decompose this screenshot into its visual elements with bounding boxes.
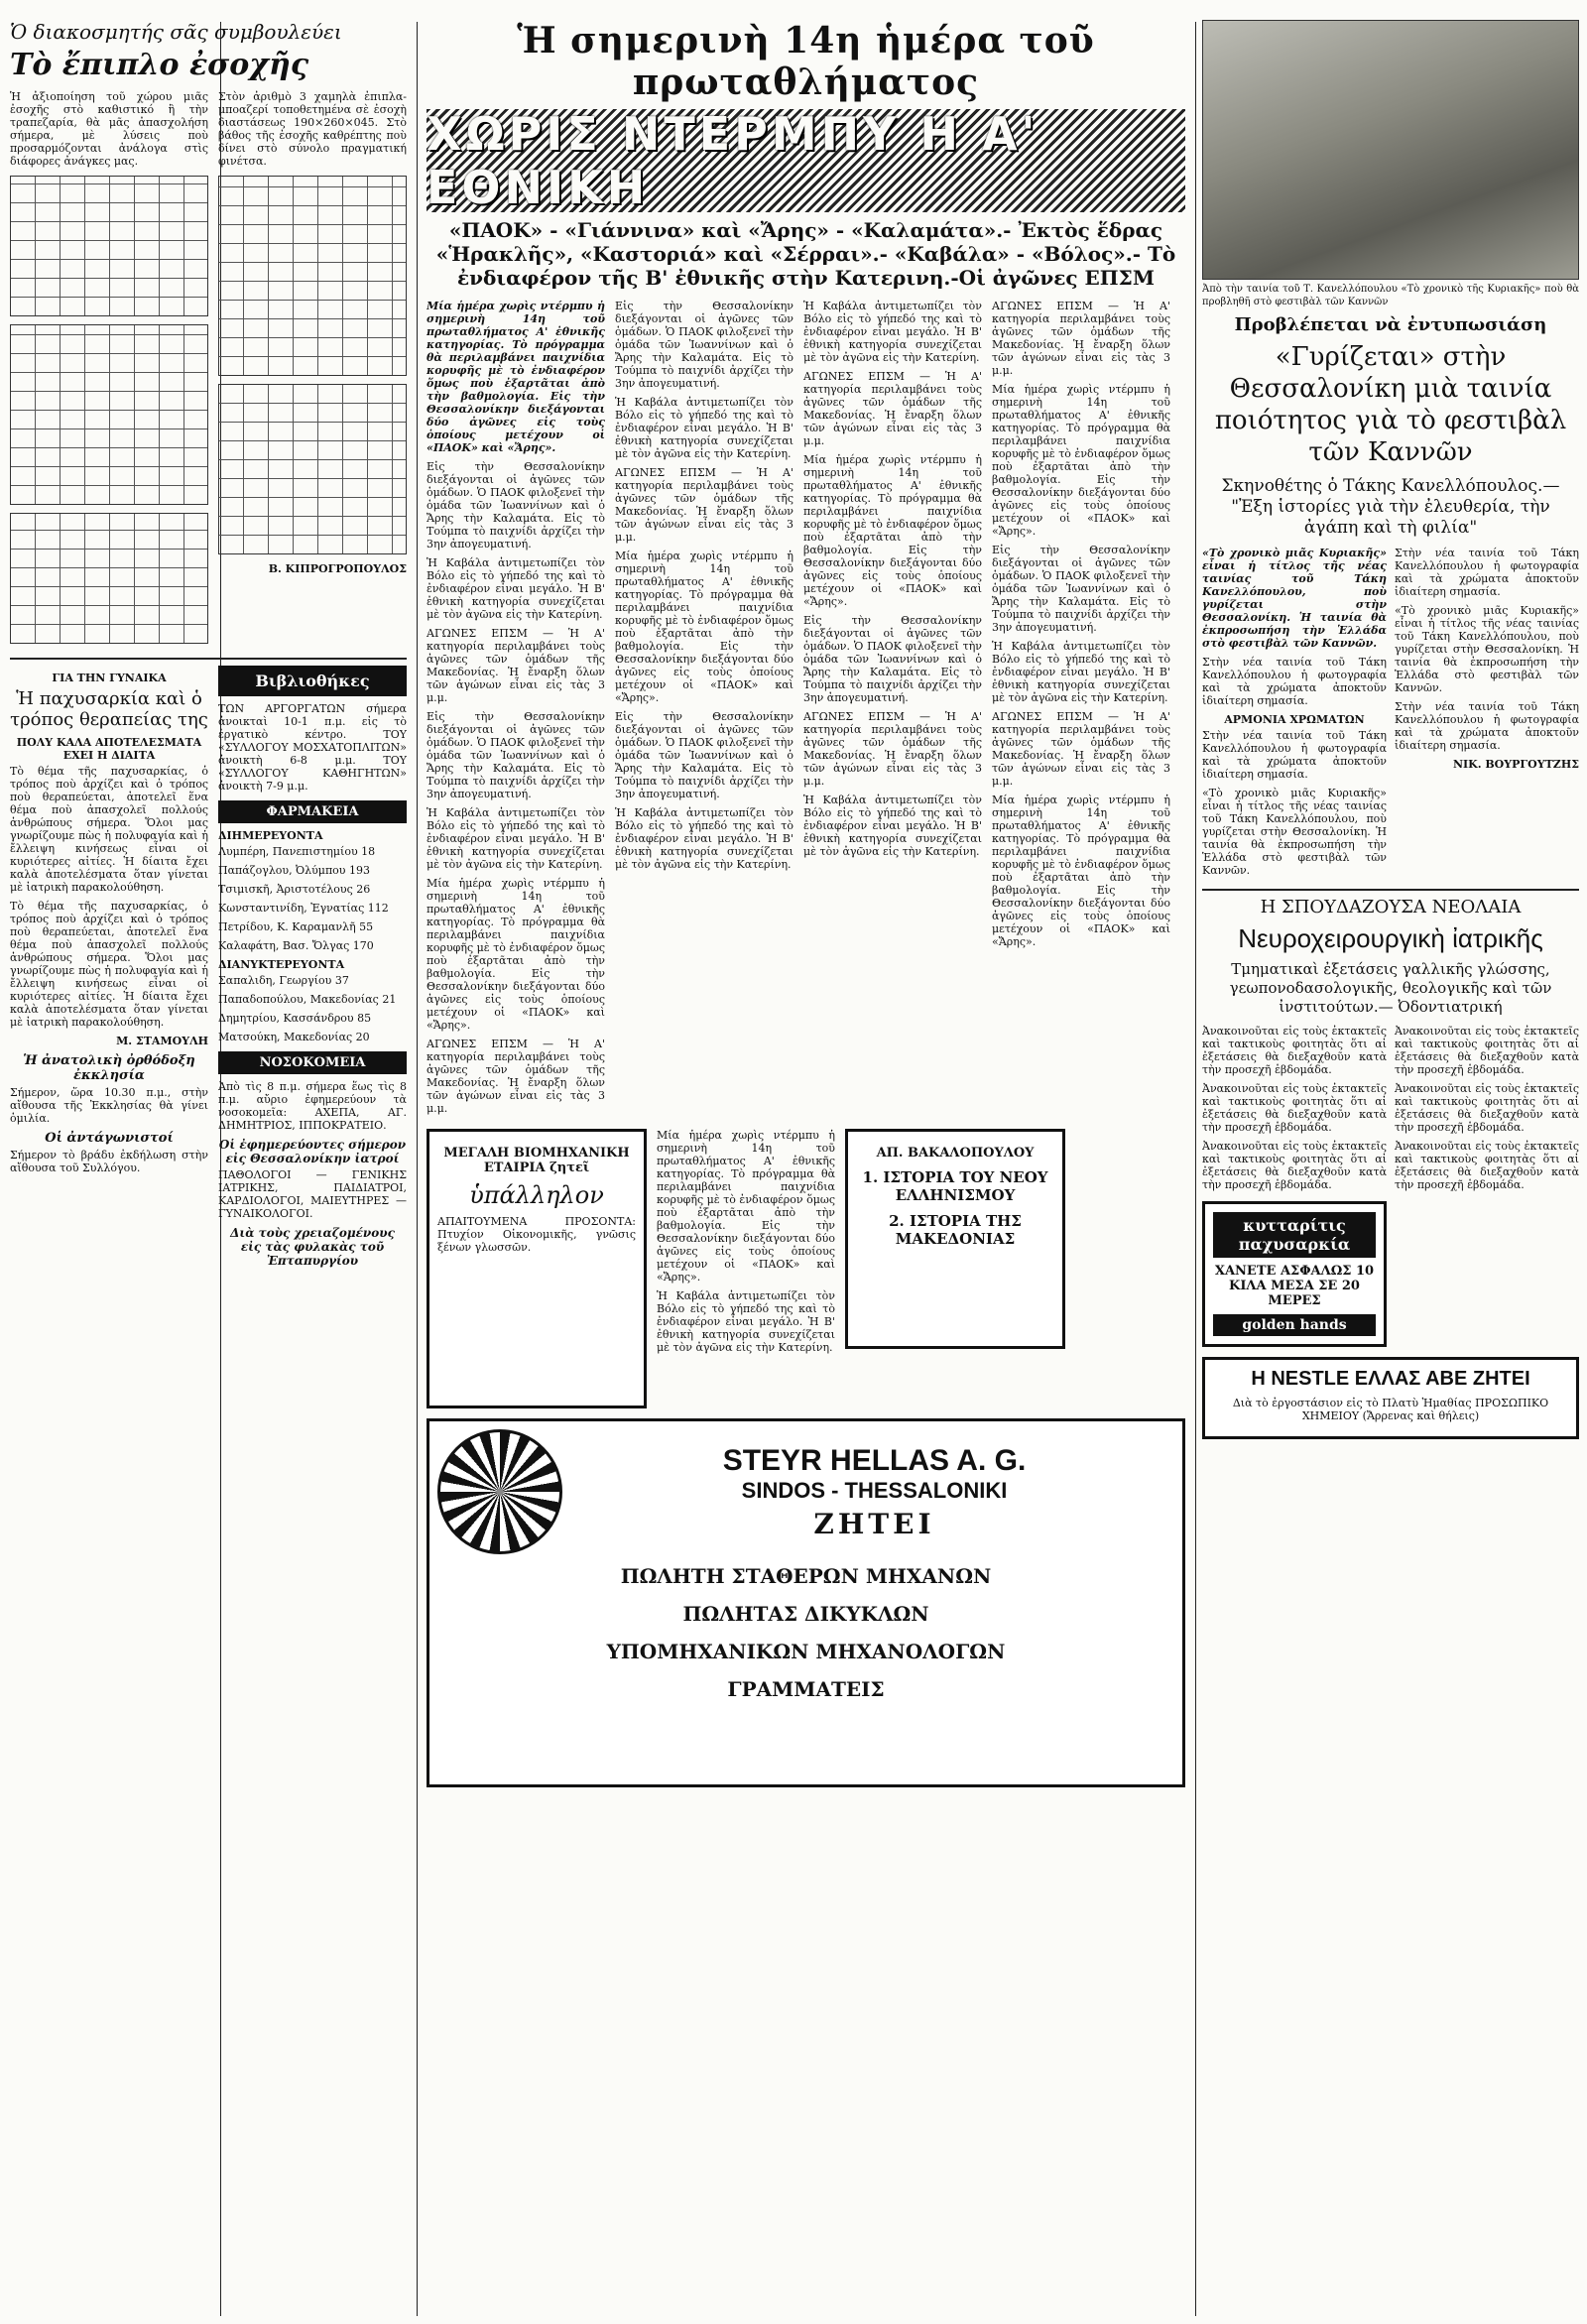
center-column [427, 20, 1185, 2311]
steyr-role-1: ΠΩΛΗΤΗ ΣΤΑΘΕΡΩΝ ΜΗΧΑΝΩΝ [620, 1564, 992, 1588]
column-rule [1195, 22, 1196, 2316]
edu-text-c: Ἀνακοινοῦται εἰς τοὺς ἐκτακτεῖς καὶ τακτικοὺς φοιτητὰς ὅτι αἱ ἐξετάσεις θὰ διεξαχθοῦν κατὰ τὴν προσεχῆ ἑβδομάδα. [1202, 1140, 1387, 1191]
pharmacy-night-item: Δημητρίου, Κασσάνδρου 85 [218, 1012, 372, 1025]
cellulite-brand: golden hands [1213, 1314, 1376, 1336]
steyr-role-3: ΥΠΟΜΗΧΑΝΙΚΩΝ ΜΗΧΑΝΟΛΟΓΩΝ [606, 1640, 1006, 1663]
doctors-text: ΠΑΘΟΛΟΓΟΙ — ΓΕΝΙΚΗΣ ΙΑΤΡΙΚΗΣ, ΠΑΙΔΙΑΤΡΟΙ, ΚΑΡΔΙΟΛΟΓΟΙ, ΜΑΙΕΥΤΗΡΕΣ — ΓΥΝΑΙΚΟΛΟΓΟΙ. [218, 1168, 407, 1220]
pharmacies-day-list [218, 845, 407, 952]
woman-title: Ἡ παχυσαρκία καὶ ὁ τρόπος θεραπείας της [10, 688, 208, 730]
steyr-role-4: ΓΡΑΜΜΑΤΕΙΣ [727, 1677, 885, 1701]
doctors-title: Οἱ ἐφημερεύοντες σήμερον εἰς Θεσσαλονίκην ἰατροί [218, 1138, 407, 1165]
sports-col2-f: Ἡ Καβάλα ἀντιμετωπίζει τὸν Βόλο εἰς τὸ γήπεδό της καὶ τὸ ἐνδιαφέρον εἶναι μεγάλο. Ἡ Β' ἐθνικὴ κατηγορία συνεχίζεται μὲ τὸν ἀγῶνα εἰς τὴν Κατερίνη. [615, 806, 794, 871]
pharmacy-item: Παπάζογλου, Ὀλύμπου 193 [218, 864, 370, 877]
sports-col3-f: Ἡ Καβάλα ἀντιμετωπίζει τὸν Βόλο εἰς τὸ γήπεδό της καὶ τὸ ἐνδιαφέρον εἶναι μεγάλο. Ἡ Β' ἐθνικὴ κατηγορία συνεχίζεται μὲ τὸν ἀγῶνα εἰς τὴν Κατερίνη. [803, 794, 982, 858]
furniture-drawing-2 [10, 324, 208, 505]
woman-section-head: ΓΙΑ ΤΗΝ ΓΥΝΑΙΚΑ [52, 672, 167, 684]
edu-text-b: Ἀνακοινοῦται εἰς τοὺς ἐκτακτεῖς καὶ τακτικοὺς φοιτητὰς ὅτι αἱ ἐξετάσεις θὰ διεξαχθοῦν κατὰ τὴν προσεχῆ ἑβδομάδα. [1202, 1082, 1387, 1134]
sports-col1-g: ΑΓΩΝΕΣ ΕΠΣΜ — Ἡ Α' κατηγορία περιλαμβάνει τοὺς ἀγῶνες τῶν ὁμάδων τῆς Μακεδονίας. Ἡ ἔναρξη ὅλων τῶν ἀγώνων εἶναι εἰς τὰς 3 μ.μ. [427, 1038, 605, 1115]
edu-head: Η ΣΠΟΥΔΑΖΟΥΣΑ ΝΕΟΛΑΙΑ [1260, 897, 1522, 917]
misc-text: Σήμερον τὸ βράδυ ἐκδήλωση στὴν αἴθουσα τοῦ Συλλόγου. [10, 1149, 208, 1174]
sports-tail: Μία ἡμέρα χωρὶς ντέρμπυ ἡ σημερινὴ 14η τοῦ πρωταθλήματος Α' ἐθνικῆς κατηγορίας. Τὸ πρόγραμμα θὰ περιλαμβάνει παιχνίδια κορυφῆς μὲ τὸ ἐνδιαφέρον ὅμως ποὺ ἐξαρτᾶται ἀπὸ τὴν βαθμολογία. Εἰς τὴν Θεσσαλονίκην διεξάγονται δύο ἀγῶνες εἰς τοὺς ὁποίους μετέχουν οἱ «ΠΑΟΚ» καὶ «Ἄρης». [657, 1129, 835, 1284]
film-text-d: «Τὸ χρονικὸ μιᾶς Κυριακῆς» εἶναι ἡ τίτλος τῆς νέας ταινίας τοῦ Τάκη Κανελλόπουλου, ποὺ γυρίζεται στὴν Θεσσαλονίκη. Ἡ ταινία θὰ ἐκπροσωπήση τὴν Ἑλλάδα στὸ φεστιβὰλ τῶν Καννῶν. [1202, 787, 1387, 877]
pharmacy-item: Τσιμισκῆ, Ἀριστοτέλους 26 [218, 883, 371, 896]
film-title: «Γυρίζεται» στὴν Θεσσαλονίκη μιὰ ταινία ποιότητος γιὰ τὸ φεστιβὰλ τῶν Καννῶν [1214, 342, 1567, 467]
sports-col4-b: Μία ἡμέρα χωρὶς ντέρμπυ ἡ σημερινὴ 14η τοῦ πρωταθλήματος Α' ἐθνικῆς κατηγορίας. Τὸ πρόγραμμα θὰ περιλαμβάνει παιχνίδια κορυφῆς μὲ τὸ ἐνδιαφέρον ὅμως ποὺ ἐξαρτᾶται ἀπὸ τὴν βαθμολογία. Εἰς τὴν Θεσσαλονίκην διεξάγονται δύο ἀγῶνες εἰς τοὺς ὁποίους μετέχουν οἱ «ΠΑΟΚ» καὶ «Ἄρης». [992, 383, 1170, 538]
film-text-e: Στὴν νέα ταινία τοῦ Τάκη Κανελλόπουλου ἡ φωτογραφία καὶ τὰ χρώματα ἀποκτοῦν ἰδιαίτερη σημασία. [1395, 547, 1579, 598]
sports-col1-lead: Μία ἡμέρα χωρὶς ντέρμπυ ἡ σημερινὴ 14η τοῦ πρωταθλήματος Α' ἐθνικῆς κατηγορίας. Τὸ πρόγραμμα θὰ περιλαμβάνει παιχνίδια κορυφῆς μὲ τὸ ἐνδιαφέρον ὅμως ποὺ ἐξαρτᾶται ἀπὸ τὴν βαθμολογία. Εἰς τὴν Θεσσαλονίκην διεξάγονται δύο ἀγῶνες εἰς τοὺς ὁποίους μετέχουν οἱ «ΠΑΟΚ» καὶ «Ἄρης». [427, 300, 605, 454]
sports-col4-c: Εἰς τὴν Θεσσαλονίκην διεξάγονται οἱ ἀγῶνες τῶν ὁμάδων. Ὁ ΠΑΟΚ φιλοξενεῖ τὴν ὁμάδα τῶν Ἰωαννίνων καὶ ὁ Ἄρης τὴν Καλαμάτα. Εἰς τὸ Τούμπα τὸ παιχνίδι ἀρχίζει τὴν 3ην ἀπογευματινή. [992, 544, 1170, 634]
photo-caption: Ἀπὸ τὴν ταινία τοῦ Τ. Κανελλόπουλου «Τὸ χρονικὸ τῆς Κυριακῆς» ποὺ θὰ προβληθῆ στὸ φεστιβὰλ τῶν Καννῶν [1202, 284, 1579, 307]
film-text-c: Στὴν νέα ταινία τοῦ Τάκη Κανελλόπουλου ἡ φωτογραφία καὶ τὰ χρώματα ἀποκτοῦν ἰδιαίτερη σημασία. [1202, 729, 1387, 781]
film-signature: ΝΙΚ. ΒΟΥΡΓΟΥΤΖΗΣ [1452, 758, 1579, 771]
sports-col1-b: Ἡ Καβάλα ἀντιμετωπίζει τὸν Βόλο εἰς τὸ γήπεδό της καὶ τὸ ἐνδιαφέρον εἶναι μεγάλο. Ἡ Β' ἐθνικὴ κατηγορία συνεχίζεται μὲ τὸν ἀγῶνα εἰς τὴν Κατερίνη. [427, 556, 605, 621]
furniture-byline: Β. ΚΙΠΡΟΓΡΟΠΟΥΛΟΣ [268, 562, 407, 575]
sports-col2: Εἰς τὴν Θεσσαλονίκην διεξάγονται οἱ ἀγῶνες τῶν ὁμάδων. Ὁ ΠΑΟΚ φιλοξενεῖ τὴν ὁμάδα τῶν Ἰωαννίνων καὶ ὁ Ἄρης τὴν Καλαμάτα. Εἰς τὸ Τούμπα τὸ παιχνίδι ἀρχίζει τὴν 3ην ἀπογευματινή. [615, 300, 794, 390]
pharmacy-night-item: Παπαδοπούλου, Μακεδονίας 21 [218, 993, 397, 1006]
sports-col2-e: Εἰς τὴν Θεσσαλονίκην διεξάγονται οἱ ἀγῶνες τῶν ὁμάδων. Ὁ ΠΑΟΚ φιλοξενεῖ τὴν ὁμάδα τῶν Ἰωαννίνων καὶ ὁ Ἄρης τὴν Καλαμάτα. Εἰς τὸ Τούμπα τὸ παιχνίδι ἀρχίζει τὴν 3ην ἀπογευματινή. [615, 710, 794, 800]
hospitals-text: Ἀπὸ τὶς 8 π.μ. σήμερα ἕως τὶς 8 π.μ. αὔριο ἐφημερεύουν τὰ νοσοκομεῖα: ΑΧΕΠΑ, ΑΓ. ΔΗΜΗΤΡΙΟΣ, ΙΠΠΟΚΡΑΤΕΙΟ. [218, 1080, 407, 1132]
edu-text-e: Ἀνακοινοῦται εἰς τοὺς ἐκτακτεῖς καὶ τακτικοὺς φοιτητὰς ὅτι αἱ ἐξετάσεις θὰ διεξαχθοῦν κατὰ τὴν προσεχῆ ἑβδομάδα. [1395, 1082, 1579, 1134]
pharmacy-item: Λυμπέρη, Πανεπιστημίου 18 [218, 845, 376, 858]
company-job-role: ὑπάλληλον [469, 1181, 604, 1209]
sports-col4: ΑΓΩΝΕΣ ΕΠΣΜ — Ἡ Α' κατηγορία περιλαμβάνει τοὺς ἀγῶνες τῶν ὁμάδων τῆς Μακεδονίας. Ἡ ἔναρξη ὅλων τῶν ἀγώνων εἶναι εἰς τὰς 3 μ.μ. [992, 300, 1170, 377]
sports-col2-b: Ἡ Καβάλα ἀντιμετωπίζει τὸν Βόλο εἰς τὸ γήπεδό της καὶ τὸ ἐνδιαφέρον εἶναι μεγάλο. Ἡ Β' ἐθνικὴ κατηγορία συνεχίζεται μὲ τὸν ἀγῶνα εἰς τὴν Κατερίνη. [615, 396, 794, 460]
church-text: Σήμερον, ὥρα 10.30 π.μ., στὴν αἴθουσα τῆς Ἐκκλησίας θὰ γίνει ὁμιλία. [10, 1086, 208, 1125]
libraries-text: ΤΩΝ ΑΡΓΟΡΓΑΤΩΝ σήμερα ἀνοικταὶ 10-1 π.μ. εἰς τὸ ἐργατικὸ κέντρο. ΤΟΥ «ΣΥΛΛΟΓΟΥ ΜΟΣΧΑΤΟΠΛΙΤΩΝ» ἀνοικτὴ 6-8 μ.μ. ΤΟΥ «ΣΥΛΛΟΓΟΥ ΚΑΘΗΓΗΤΩΝ» ἀνοικτὴ 7-9 μ.μ. [218, 702, 407, 793]
pharmacy-item: Καλαφάτη, Βασ. Ὄλγας 170 [218, 939, 374, 952]
left-column [10, 20, 407, 2311]
right-column [1202, 20, 1579, 2311]
pharmacy-night-item: Ματσούκη, Μακεδονίας 20 [218, 1031, 370, 1043]
film-deck: Σκηνοθέτης ὁ Τάκης Κανελλόπουλος.— "Ἐξη ἱστορίες γιὰ τὴν ἐλευθερία, τὴν ἀγάπη καὶ τὴ φιλία" [1221, 476, 1560, 538]
furniture-drawing-3 [10, 513, 208, 644]
furniture-kicker: Ὁ διακοσμητής σᾶς συμβουλεύει [10, 20, 342, 44]
pharmacies-banner: ΦΑΡΜΑΚΕΙΑ [218, 800, 407, 823]
sports-kicker: Ἡ σημερινὴ 14η ἡμέρα τοῦ πρωταθλήματος [517, 20, 1095, 103]
sports-col1-d: Εἰς τὴν Θεσσαλονίκην διεξάγονται οἱ ἀγῶνες τῶν ὁμάδων. Ὁ ΠΑΟΚ φιλοξενεῖ τὴν ὁμάδα τῶν Ἰωαννίνων καὶ ὁ Ἄρης τὴν Καλαμάτα. Εἰς τὸ Τούμπα τὸ παιχνίδι ἀρχίζει τὴν 3ην ἀπογευματινή. [427, 710, 605, 800]
film-kicker: Προβλέπεται νὰ ἐντυπωσιάση [1234, 314, 1547, 335]
cellulite-text: ΧΑΝΕΤΕ ΑΣΦΑΛΩΣ 10 ΚΙΛΑ ΜΕΣΑ ΣΕ 20 ΜΕΡΕΣ [1214, 1264, 1375, 1308]
pharmacy-night-item: Σαπαλιδη, Γεωργίου 37 [218, 974, 349, 987]
film-text: «Τὸ χρονικὸ μιᾶς Κυριακῆς» εἶναι ἡ τίτλος τῆς νέας ταινίας τοῦ Τάκη Κανελλόπουλου, ποὺ γυρίζεται στὴν Θεσσαλονίκη. Ἡ ταινία θὰ ἐκπροσωπήση τὴν Ἑλλάδα στὸ φεστιβὰλ τῶν Καννῶν. [1202, 547, 1387, 650]
book-title-1: 1. ΙΣΤΟΡΙΑ ΤΟΥ ΝΕΟΥ ΕΛΛΗΝΙΣΜΟΥ [862, 1168, 1048, 1204]
steyr-logo [437, 1429, 562, 1554]
sports-col3-b: ΑΓΩΝΕΣ ΕΠΣΜ — Ἡ Α' κατηγορία περιλαμβάνει τοὺς ἀγῶνες τῶν ὁμάδων τῆς Μακεδονίας. Ἡ ἔναρξη ὅλων τῶν ἀγώνων εἶναι εἰς τὰς 3 μ.μ. [803, 370, 982, 447]
sports-col1: Εἰς τὴν Θεσσαλονίκην διεξάγονται οἱ ἀγῶνες τῶν ὁμάδων. Ὁ ΠΑΟΚ φιλοξενεῖ τὴν ὁμάδα τῶν Ἰωαννίνων καὶ ὁ Ἄρης τὴν Καλαμάτα. Εἰς τὸ Τούμπα τὸ παιχνίδι ἀρχίζει τὴν 3ην ἀπογευματινή. [427, 460, 605, 550]
company-job-title: ΜΕΓΑΛΗ ΒΙΟΜΗΧΑΝΙΚΗ ΕΤΑΙΡΙΑ ζητεῖ [443, 1146, 630, 1175]
furniture-drawing-4 [218, 176, 407, 376]
cellulite-title: κυτταρίτις παχυσαρκία [1213, 1212, 1376, 1258]
film-text-g: Στὴν νέα ταινία τοῦ Τάκη Κανελλόπουλου ἡ φωτογραφία καὶ τὰ χρώματα ἀποκτοῦν ἰδιαίτερη σημασία. [1395, 700, 1579, 752]
hospitals-banner: ΝΟΣΟΚΟΜΕΙΑ [218, 1051, 407, 1074]
sports-deck: «ΠΑΟΚ» - «Γιάννινα» καὶ «Ἄρης» - «Καλαμάτα».- Ἐκτὸς ἕδρας «Ἡρακλῆς», «Καστοριά» καὶ «Σέρραι».- «Καβάλα» - «Βόλος».- Τὸ ἐνδιαφέρον τῆς Β' ἐθνικῆς στὴν Κατερινη.-Οἱ ἀγῶνες ΕΠΣΜ [435, 218, 1176, 290]
steyr-role-2: ΠΩΛΗΤΑΣ ΔΙΚΥΚΛΩΝ [682, 1602, 929, 1626]
sports-col1-e: Ἡ Καβάλα ἀντιμετωπίζει τὸν Βόλο εἰς τὸ γήπεδό της καὶ τὸ ἐνδιαφέρον εἶναι μεγάλο. Ἡ Β' ἐθνικὴ κατηγορία συνεχίζεται μὲ τὸν ἀγῶνα εἰς τὴν Κατερίνη. [427, 806, 605, 871]
book-title-2: 2. ΙΣΤΟΡΙΑ ΤΗΣ ΜΑΚΕΔΟΝΙΑΣ [889, 1212, 1022, 1248]
steyr-location: SINDOS - THESSALONIKI [741, 1477, 1008, 1503]
misc-title: Οἱ ἀντάγωνιστοί [45, 1131, 174, 1146]
sports-col3: Ἡ Καβάλα ἀντιμετωπίζει τὸν Βόλο εἰς τὸ γήπεδό της καὶ τὸ ἐνδιαφέρον εἶναι μεγάλο. Ἡ Β' ἐθνικὴ κατηγορία συνεχίζεται μὲ τὸν ἀγῶνα εἰς τὴν Κατερίνη. [803, 300, 982, 364]
prison-title: Διὰ τοὺς χρειαζομένους εἰς τὰς φυλακὰς τοῦ Ἐπταπυργίου [230, 1226, 395, 1268]
edu-text-f: Ἀνακοινοῦται εἰς τοὺς ἐκτακτεῖς καὶ τακτικοὺς φοιτητὰς ὅτι αἱ ἐξετάσεις θὰ διεξαχθοῦν κατὰ τὴν προσεχῆ ἑβδομάδα. [1395, 1140, 1579, 1191]
furniture-para1: Ἡ ἀξιοποίηση τοῦ χώρου μιᾶς ἐσοχῆς στὸ καθιστικό ἢ τὴν τραπεζαρία, θὰ μᾶς ἀπασχολήση σήμερα, μὲ λύσεις ποὺ προσαρμόζονται ἀνάλογα στὶς διάφορες ἀνάγκες μας. [10, 90, 208, 168]
divider [1202, 889, 1579, 891]
book-ad [845, 1129, 1065, 1349]
furniture-drawing-1 [10, 176, 208, 316]
sports-banner [427, 109, 1185, 212]
libraries-banner: Βιβλιοθήκες [218, 666, 407, 696]
furniture-para2: Στὸν ἀριθμὸ 3 χαμηλὰ ἐπιπλα-μποαζερί τοποθετημένα σὲ ἐσοχὴ διαστάσεως 190×260×045. Στὸ βάθος τῆς ἐσοχῆς καθρέπτης ποὺ δίνει στὸ σύνολο πραγματική φινέτσα. [218, 90, 407, 168]
edu-text: Ἀνακοινοῦται εἰς τοὺς ἐκτακτεῖς καὶ τακτικοὺς φοιτητὰς ὅτι αἱ ἐξετάσεις θὰ διεξαχθοῦν κατὰ τὴν προσεχῆ ἑβδομάδα. [1202, 1025, 1387, 1076]
sports-col3-d: Εἰς τὴν Θεσσαλονίκην διεξάγονται οἱ ἀγῶνες τῶν ὁμάδων. Ὁ ΠΑΟΚ φιλοξενεῖ τὴν ὁμάδα τῶν Ἰωαννίνων καὶ ὁ Ἄρης τὴν Καλαμάτα. Εἰς τὸ Τούμπα τὸ παιχνίδι ἀρχίζει τὴν 3ην ἀπογευματινή. [803, 614, 982, 704]
church-title: Ἡ ἀνατολικὴ ὀρθόδοξη ἐκκλησία [23, 1053, 195, 1083]
sports-banner-text: ΧΩΡΙΣ ΝΤΕΡΜΠΥ Η Α' ΕΘΝΙΚΗ [427, 107, 1039, 214]
furniture-title: Τὸ ἔπιπλο ἐσοχῆς [10, 48, 309, 82]
column-rule [417, 22, 418, 2316]
sports-col3-e: ΑΓΩΝΕΣ ΕΠΣΜ — Ἡ Α' κατηγορία περιλαμβάνει τοὺς ἀγῶνες τῶν ὁμάδων τῆς Μακεδονίας. Ἡ ἔναρξη ὅλων τῶν ἀγώνων εἶναι εἰς τὰς 3 μ.μ. [803, 710, 982, 788]
company-job-text: ΑΠΑΙΤΟΥΜΕΝΑ ΠΡΟΣΟΝΤΑ: Πτυχίον Οἰκονομικῆς, γνῶσις ξένων γλωσσῶν. [437, 1215, 636, 1254]
sports-col1-c: ΑΓΩΝΕΣ ΕΠΣΜ — Ἡ Α' κατηγορία περιλαμβάνει τοὺς ἀγῶνες τῶν ὁμάδων τῆς Μακεδονίας. Ἡ ἔναρξη ὅλων τῶν ἀγώνων εἶναι εἰς τὰς 3 μ.μ. [427, 627, 605, 704]
sports-col2-c: ΑΓΩΝΕΣ ΕΠΣΜ — Ἡ Α' κατηγορία περιλαμβάνει τοὺς ἀγῶνες τῶν ὁμάδων τῆς Μακεδονίας. Ἡ ἔναρξη ὅλων τῶν ἀγώνων εἶναι εἰς τὰς 3 μ.μ. [615, 466, 794, 544]
sports-col4-d: Ἡ Καβάλα ἀντιμετωπίζει τὸν Βόλο εἰς τὸ γήπεδό της καὶ τὸ ἐνδιαφέρον εἶναι μεγάλο. Ἡ Β' ἐθνικὴ κατηγορία συνεχίζεται μὲ τὸν ἀγῶνα εἰς τὴν Κατερίνη. [992, 640, 1170, 704]
nestle-title: Η NESTLE ΕΛΛΑΣ ΑΒΕ ΖΗΤΕΙ [1251, 1368, 1530, 1390]
film-still-photo [1202, 20, 1579, 280]
film-subhead: ΑΡΜΟΝΙΑ ΧΡΩΜΑΤΩΝ [1224, 713, 1365, 726]
woman-signature: Μ. ΣΤΑΜΟΥΛΗ [116, 1035, 208, 1047]
steyr-wants: ΖΗΤΕΙ [813, 1507, 935, 1540]
sports-col2-d: Μία ἡμέρα χωρὶς ντέρμπυ ἡ σημερινὴ 14η τοῦ πρωταθλήματος Α' ἐθνικῆς κατηγορίας. Τὸ πρόγραμμα θὰ περιλαμβάνει παιχνίδια κορυφῆς μὲ τὸ ἐνδιαφέρον ὅμως ποὺ ἐξαρτᾶται ἀπὸ τὴν βαθμολογία. Εἰς τὴν Θεσσαλονίκην διεξάγονται δύο ἀγῶνες εἰς τοὺς ὁποίους μετέχουν οἱ «ΠΑΟΚ» καὶ «Ἄρης». [615, 550, 794, 704]
steyr-ad [427, 1418, 1185, 1787]
woman-text: Τὸ θέμα τῆς παχυσαρκίας, ὁ τρόπος ποὺ ἀρχίζει καὶ ὁ τρόπος ποὺ θεραπεύεται, ἀποτελεῖ ἕνα θέμα ποὺ ἀπασχολεῖ πολλούς ἀνθρώπους σήμερα. Ὅλοι μας γνωρίζουμε πὼς ἡ πολυφαγία καὶ ἡ ἔλλειψη κινήσεως εἶναι οἱ κυριότερες αἰτίες. Ἡ δίαιτα ἔχει καλὰ ἀποτελέσματα ὅταν γίνεται μὲ ἰατρικὴ παρακολούθηση. [10, 765, 208, 894]
cellulite-ad [1202, 1201, 1387, 1347]
book-author: ΑΠ. ΒΑΚΑΛΟΠΟΥΛΟΥ [876, 1146, 1035, 1161]
pharmacy-item: Κωνσταντινίδη, Ἐγνατίας 112 [218, 902, 389, 915]
furniture-drawing-5 [218, 384, 407, 554]
sports-col4-e: ΑΓΩΝΕΣ ΕΠΣΜ — Ἡ Α' κατηγορία περιλαμβάνει τοὺς ἀγῶνες τῶν ὁμάδων τῆς Μακεδονίας. Ἡ ἔναρξη ὅλων τῶν ἀγώνων εἶναι εἰς τὰς 3 μ.μ. [992, 710, 1170, 788]
edu-text-d: Ἀνακοινοῦται εἰς τοὺς ἐκτακτεῖς καὶ τακτικοὺς φοιτητὰς ὅτι αἱ ἐξετάσεις θὰ διεξαχθοῦν κατὰ τὴν προσεχῆ ἑβδομάδα. [1395, 1025, 1579, 1076]
film-text-b: Στὴν νέα ταινία τοῦ Τάκη Κανελλόπουλου ἡ φωτογραφία καὶ τὰ χρώματα ἀποκτοῦν ἰδιαίτερη σημασία. [1202, 656, 1387, 707]
nestle-ad [1202, 1357, 1579, 1439]
divider [10, 658, 407, 660]
edu-deck: Τμηματικαὶ ἐξετάσεις γαλλικῆς γλώσσης, γεωπονοδασολογικῆς, θεολογικῆς καὶ τῶν ἰνστιτούτων.— Ὀδοντιατρική [1229, 960, 1552, 1016]
sports-col1-f: Μία ἡμέρα χωρὶς ντέρμπυ ἡ σημερινὴ 14η τοῦ πρωταθλήματος Α' ἐθνικῆς κατηγορίας. Τὸ πρόγραμμα θὰ περιλαμβάνει παιχνίδια κορυφῆς μὲ τὸ ἐνδιαφέρον ὅμως ποὺ ἐξαρτᾶται ἀπὸ τὴν βαθμολογία. Εἰς τὴν Θεσσαλονίκην διεξάγονται δύο ἀγῶνες εἰς τοὺς ὁποίους μετέχουν οἱ «ΠΑΟΚ» καὶ «Ἄρης». [427, 877, 605, 1032]
pharmacies-day-head: ΔΙΗΜΕΡΕΥΟΝΤΑ [218, 829, 323, 842]
sports-col4-f: Μία ἡμέρα χωρὶς ντέρμπυ ἡ σημερινὴ 14η τοῦ πρωταθλήματος Α' ἐθνικῆς κατηγορίας. Τὸ πρόγραμμα θὰ περιλαμβάνει παιχνίδια κορυφῆς μὲ τὸ ἐνδιαφέρον ὅμως ποὺ ἐξαρτᾶται ἀπὸ τὴν βαθμολογία. Εἰς τὴν Θεσσαλονίκην διεξάγονται δύο ἀγῶνες εἰς τοὺς ὁποίους μετέχουν οἱ «ΠΑΟΚ» καὶ «Ἄρης». [992, 794, 1170, 948]
film-text-f: «Τὸ χρονικὸ μιᾶς Κυριακῆς» εἶναι ἡ τίτλος τῆς νέας ταινίας τοῦ Τάκη Κανελλόπουλου, ποὺ γυρίζεται στὴν Θεσσαλονίκη. Ἡ ταινία θὰ ἐκπροσωπήση τὴν Ἑλλάδα στὸ φεστιβὰλ τῶν Καννῶν. [1395, 604, 1579, 694]
sports-col3-c: Μία ἡμέρα χωρὶς ντέρμπυ ἡ σημερινὴ 14η τοῦ πρωταθλήματος Α' ἐθνικῆς κατηγορίας. Τὸ πρόγραμμα θὰ περιλαμβάνει παιχνίδια κορυφῆς μὲ τὸ ἐνδιαφέρον ὅμως ποὺ ἐξαρτᾶται ἀπὸ τὴν βαθμολογία. Εἰς τὴν Θεσσαλονίκην διεξάγονται δύο ἀγῶνες εἰς τοὺς ὁποίους μετέχουν οἱ «ΠΑΟΚ» καὶ «Ἄρης». [803, 453, 982, 608]
edu-title: Νευροχειρουργικὴ ἰατρικῆς [1238, 923, 1543, 953]
pharmacies-night-head: ΔΙΑΝΥΚΤΕΡΕΥΟΝΤΑ [218, 958, 345, 971]
company-job-ad [427, 1129, 647, 1408]
woman-subtitle: ΠΟΛΥ ΚΑΛΑ ΑΠΟΤΕΛΕΣΜΑΤΑ ΕΧΕΙ Η ΔΙΑΙΤΑ [16, 736, 202, 762]
pharmacy-item: Πετρίδου, Κ. Καραμανλῆ 55 [218, 920, 374, 933]
woman-text-cont: Τὸ θέμα τῆς παχυσαρκίας, ὁ τρόπος ποὺ ἀρχίζει καὶ ὁ τρόπος ποὺ θεραπεύεται, ἀποτελεῖ ἕνα θέμα ποὺ ἀπασχολεῖ πολλούς ἀνθρώπους σήμερα. Ὅλοι μας γνωρίζουμε πὼς ἡ πολυφαγία καὶ ἡ ἔλλειψη κινήσεως εἶναι οἱ κυριότερες αἰτίες. Ἡ δίαιτα ἔχει καλὰ ἀποτελέσματα ὅταν γίνεται μὲ ἰατρικὴ παρακολούθηση. [10, 900, 208, 1029]
steyr-name: STEYR HELLAS A. G. [722, 1443, 1027, 1477]
sports-tail-b: Ἡ Καβάλα ἀντιμετωπίζει τὸν Βόλο εἰς τὸ γήπεδό της καὶ τὸ ἐνδιαφέρον εἶναι μεγάλο. Ἡ Β' ἐθνικὴ κατηγορία συνεχίζεται μὲ τὸν ἀγῶνα εἰς τὴν Κατερίνη. [657, 1289, 835, 1354]
nestle-text: Διὰ τὸ ἐργοστάσιον εἰς τὸ Πλατὺ Ἡμαθίας ΠΡΟΣΩΠΙΚΟ ΧΗΜΕΙΟΥ (Ἄρρενας καὶ θήλεις) [1232, 1397, 1549, 1422]
